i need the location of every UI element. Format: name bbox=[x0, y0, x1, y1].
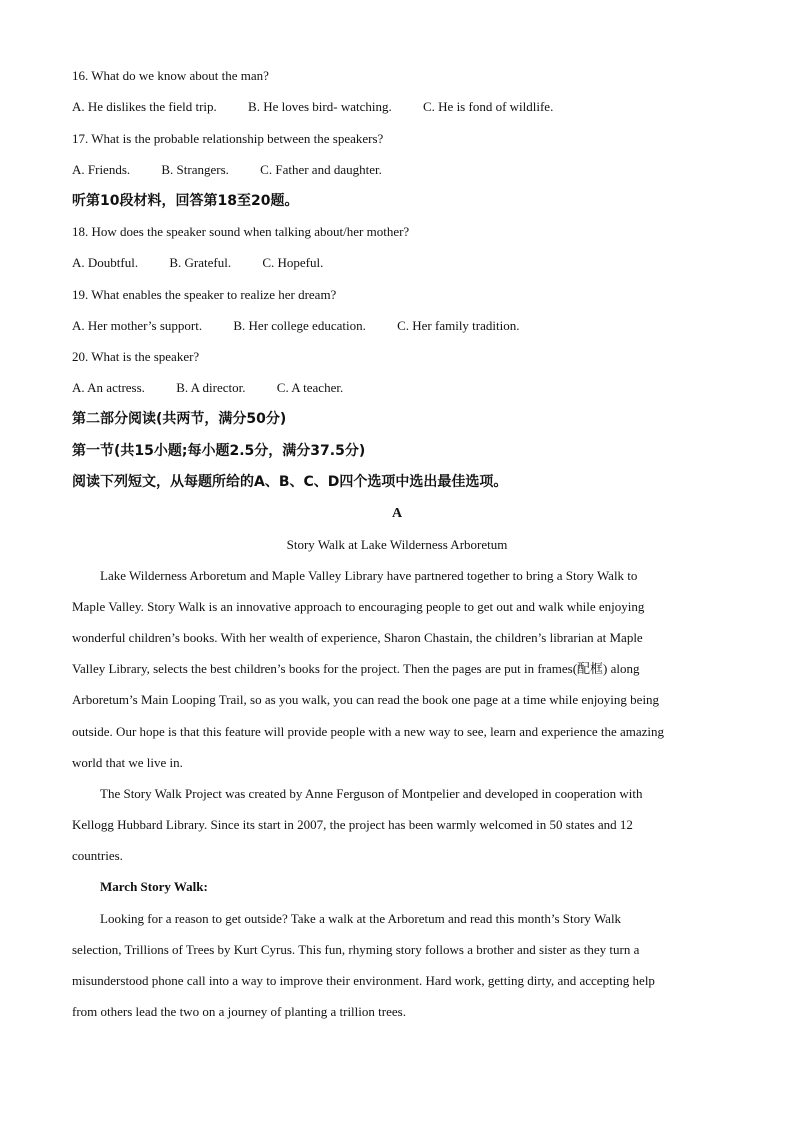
option-b: B. He loves bird- watching. bbox=[248, 99, 392, 114]
section-1-header: 第一节(共15小题;每小题2.5分，满分37.5分) bbox=[72, 443, 366, 459]
paragraph-1-line: Lake Wilderness Arboretum and Maple Valley Library have partnered together to bring a Story Walk to bbox=[100, 568, 638, 583]
reading-instruction: 阅读下列短文，从每题所给的A、B、C、D四个选项中选出最佳选项。 bbox=[72, 474, 508, 490]
option-b: B. A director. bbox=[176, 380, 246, 395]
question-17-options bbox=[72, 162, 382, 178]
paragraph-3-line: misunderstood phone call into a way to improve their environment. Hard work, getting dirty, and accepting help bbox=[72, 973, 655, 988]
paragraph-2-line: The Story Walk Project was created by Anne Ferguson of Montpelier and developed in cooperation with bbox=[100, 786, 643, 801]
option-a: A. Friends. bbox=[72, 162, 131, 177]
option-b: B. Grateful. bbox=[169, 255, 232, 270]
question-20-stem: 20. What is the speaker? bbox=[72, 349, 200, 364]
question-20-options bbox=[72, 380, 343, 396]
paragraph-1-line: world that we live in. bbox=[72, 755, 183, 770]
paragraph-3-line: from others lead the two on a journey of planting a trillion trees. bbox=[72, 1004, 406, 1019]
paragraph-3-line: selection, Trillions of Trees by Kurt Cyrus. This fun, rhyming story follows a brother and sister as they turn a bbox=[72, 942, 640, 957]
option-a: A. An actress. bbox=[72, 380, 145, 395]
question-16-stem: 16. What do we know about the man? bbox=[72, 68, 269, 83]
paragraph-1-line: wonderful children’s books. With her wealth of experience, Sharon Chastain, the children’s librarian at Maple bbox=[72, 630, 643, 645]
option-c: C. Father and daughter. bbox=[260, 162, 382, 177]
paragraph-3-line: Looking for a reason to get outside? Take a walk at the Arboretum and read this month’s Story Walk bbox=[100, 911, 622, 926]
question-18-stem: 18. How does the speaker sound when talking about/her mother? bbox=[72, 224, 410, 239]
passage-letter: A bbox=[391, 506, 403, 521]
question-19-options bbox=[72, 318, 519, 334]
part-2-header: 第二部分阅读(共两节，满分50分) bbox=[72, 411, 287, 427]
option-c: C. Her family tradition. bbox=[397, 318, 520, 333]
question-18-options bbox=[72, 255, 323, 271]
option-b: B. Her college education. bbox=[233, 318, 366, 333]
question-19-stem: 19. What enables the speaker to realize her dream? bbox=[72, 287, 337, 302]
material-10-header: 听第10段材料，回答第18至20题。 bbox=[72, 193, 299, 209]
option-a: A. Doubtful. bbox=[72, 255, 139, 270]
paragraph-2-line: countries. bbox=[72, 848, 123, 863]
paragraph-1-line: Arboretum’s Main Looping Trail, so as you walk, you can read the book one page at a time while enjoying being bbox=[72, 692, 660, 707]
option-b: B. Strangers. bbox=[161, 162, 229, 177]
passage-title: Story Walk at Lake Wilderness Arboretum bbox=[286, 537, 508, 552]
option-a: A. He dislikes the field trip. bbox=[72, 99, 217, 114]
paragraph-1-line: Maple Valley. Story Walk is an innovative approach to encouraging people to get out and walk while enjoying bbox=[72, 599, 645, 614]
question-16-options bbox=[72, 99, 553, 115]
option-c: C. He is fond of wildlife. bbox=[422, 99, 554, 114]
paragraph-2-line: Kellogg Hubbard Library. Since its start in 2007, the project has been warmly welcomed in 50 states and 12 bbox=[72, 817, 633, 832]
paragraph-1-line: Valley Library, selects the best children’s books for the project. Then the pages are put in frames(配框) along bbox=[72, 661, 640, 676]
question-17-stem: 17. What is the probable relationship between the speakers? bbox=[72, 131, 384, 146]
paragraph-1-line: outside. Our hope is that this feature will provide people with a new way to see, learn and experience the amazing bbox=[72, 724, 665, 739]
option-c: C. A teacher. bbox=[276, 380, 344, 395]
march-story-walk-subheading: March Story Walk: bbox=[100, 879, 208, 894]
option-a: A. Her mother’s support. bbox=[72, 318, 203, 333]
option-c: C. Hopeful. bbox=[262, 255, 324, 270]
